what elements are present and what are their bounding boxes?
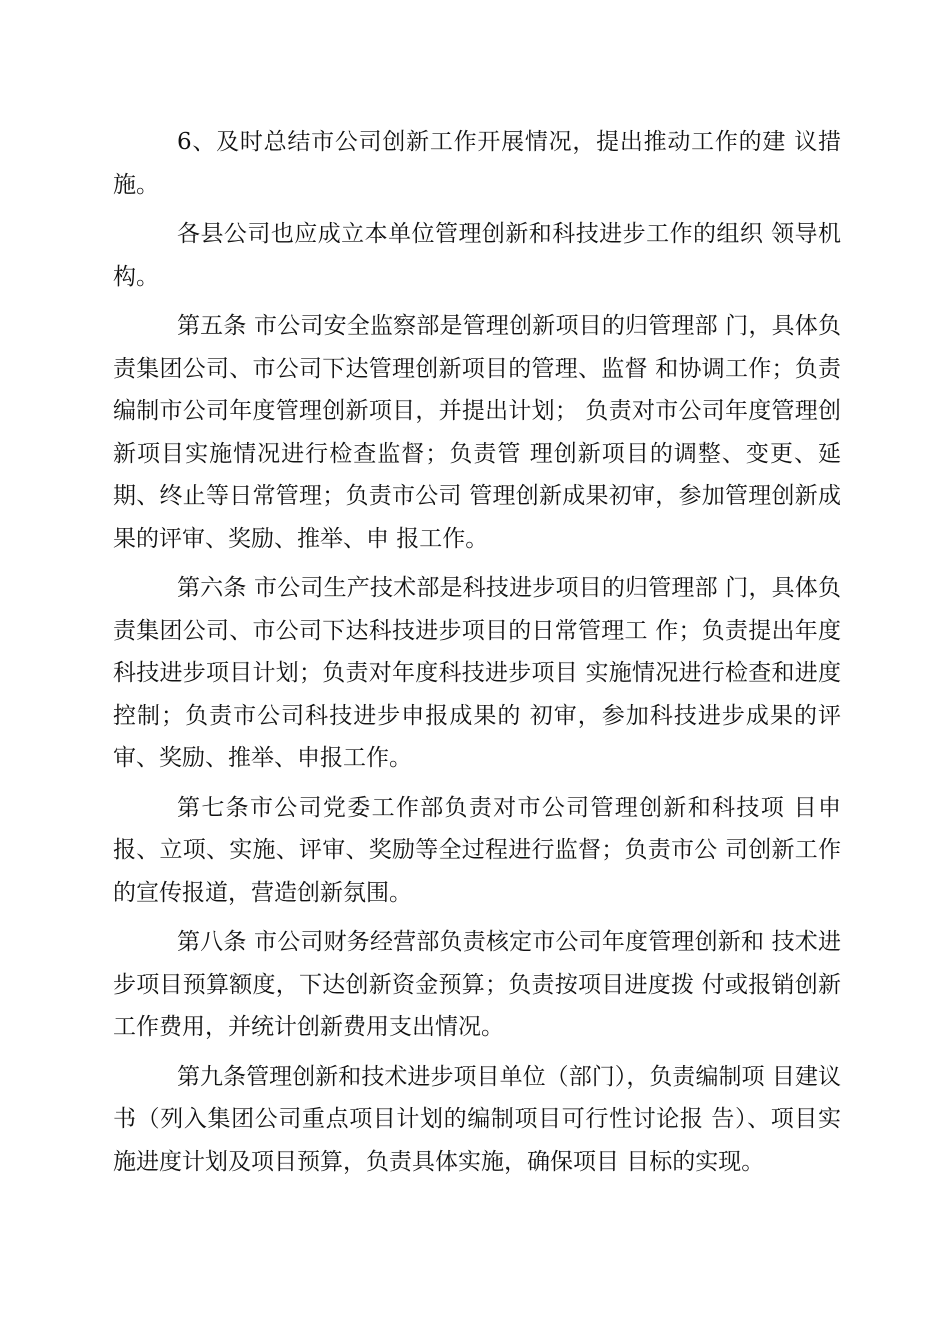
paragraph-item-6: 6、及时总结市公司创新工作开展情况，提出推动工作的建 议措施。	[113, 129, 841, 198]
paragraph-article-5: 第五条 市公司安全监察部是管理创新项目的归管理部 门，具体负责集团公司、市公司下达管理创新项目的管理、监督 和协调工作；负责编制市公司年度管理创新项目，并提出计划； 负责对市公司年度管理创新项目实施情况进行检查监督；负责管 理创新项目的调整、变更、延期、终止等日常管理；负责市公司 管理创新成果初审，参加管理创新成果的评审、奖励、推举、申 报工作。	[113, 313, 841, 552]
paragraph-article-6: 第六条 市公司生产技术部是科技进步项目的归管理部 门，具体负责集团公司、市公司下达科技进步项目的日常管理工 作；负责提出年度科技进步项目计划；负责对年度科技进步项目 实施情况进行检查和进度控制；负责市公司科技进步申报成果的 初审，参加科技进步成果的评审、奖励、推举、申报工作。	[113, 575, 841, 771]
paragraph-article-9: 第九条管理创新和技术进步项目单位（部门），负责编制项 目建议书（列入集团公司重点项目计划的编制项目可行性讨论报 告）、项目实施进度计划及项目预算，负责具体实施，确保项目 目标的实现。	[113, 1063, 841, 1175]
paragraph-article-8: 第八条 市公司财务经营部负责核定市公司年度管理创新和 技术进步项目预算额度，下达创新资金预算；负责按项目进度拨 付或报销创新工作费用，并统计创新费用支出情况。	[113, 929, 841, 1040]
paragraph-county-organization: 各县公司也应成立本单位管理创新和科技进步工作的组织 领导机构。	[113, 221, 841, 290]
paragraph-article-7: 第七条市公司党委工作部负责对市公司管理创新和科技项 目申报、立项、实施、评审、奖励等全过程进行监督；负责市公 司创新工作的宣传报道，营造创新氛围。	[113, 794, 841, 906]
document-body	[113, 121, 841, 1190]
